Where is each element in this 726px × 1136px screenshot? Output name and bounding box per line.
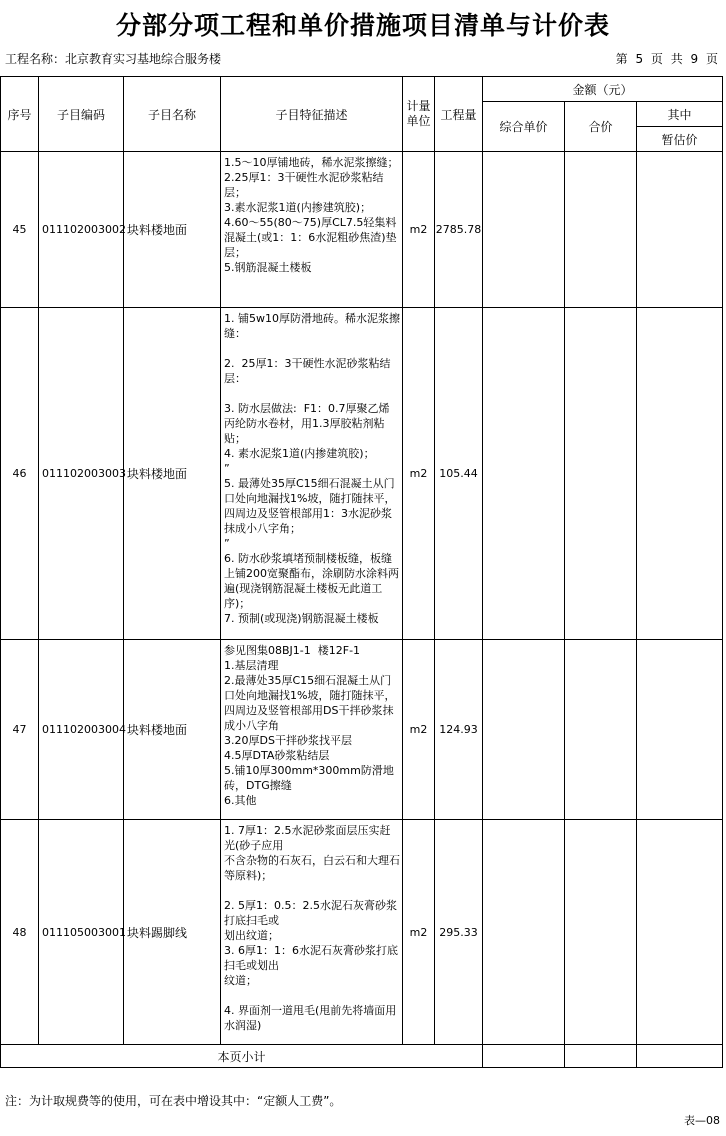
table-row	[1, 820, 723, 1045]
header-total: 合价	[565, 102, 637, 152]
header-code: 子目编码	[39, 77, 124, 152]
header-unit: 计量 单位	[403, 77, 435, 152]
row-name: 块料踢脚线	[124, 820, 221, 1045]
header-name: 子目名称	[124, 77, 221, 152]
header-qty: 工程量	[435, 77, 483, 152]
row-desc: 参见图集08BJ1-1 楼12F-1 1.基层清理 2.最薄处35厚C15细石混凝土从门口处向地漏找1%坡，随打随抹平，四周边及竖管根部用DS干拌砂浆抹成小八字角 3.20厚DS干拌砂浆找平层 4.5厚DTA砂浆粘结层 5.铺10厚300mm*300mm防滑地砖，DTG擦缝 6.其他	[221, 640, 403, 820]
row-code: 011102003002	[39, 152, 124, 308]
subtotal-estimate	[637, 1045, 723, 1068]
row-unit-price	[483, 640, 565, 820]
header-unit-price: 综合单价	[483, 102, 565, 152]
header-estimate: 暂估价	[637, 127, 723, 152]
row-desc: 1. 铺5w10厚防滑地砖。稀水泥浆擦缝： 2. 25厚1：3干硬性水泥砂浆粘结层： 3. 防水层做法: F1：0.7厚聚乙烯丙纶防水卷材，用1.3厚胶粘剂粘贴； 4. 素水泥浆1道(内掺建筑胶)； ” 5. 最薄处35厚C15细石混凝土从门口处向地漏找1%坡，随打随抹平，四周边及竖管根部用1：3水泥砂浆抹成小八字角； ” 6. 防水砂浆填堵预制楼板缝，板缝上铺200宽聚酯布，涂刷防水涂料两遍(现浇钢筋混凝土楼板无此道工序)； 7. 预制(或现浇)钢筋混凝土楼板	[221, 308, 403, 640]
row-code: 011102003004	[39, 640, 124, 820]
row-qty: 295.33	[435, 820, 483, 1045]
row-unit: m2	[403, 640, 435, 820]
page-title: 分部分项工程和单价措施项目清单与计价表	[115, 11, 610, 40]
row-seq: 46	[1, 308, 39, 640]
table-row	[1, 640, 723, 820]
row-unit-price	[483, 820, 565, 1045]
row-estimate	[637, 640, 723, 820]
row-seq: 47	[1, 640, 39, 820]
row-unit: m2	[403, 308, 435, 640]
row-qty: 105.44	[435, 308, 483, 640]
row-name: 块料楼地面	[124, 640, 221, 820]
row-total	[565, 640, 637, 820]
bill-table	[0, 76, 723, 1068]
row-seq: 45	[1, 152, 39, 308]
subtotal-row	[1, 1045, 723, 1068]
row-qty: 2785.78	[435, 152, 483, 308]
row-estimate	[637, 152, 723, 308]
header-desc: 子目特征描述	[221, 77, 403, 152]
row-unit-price	[483, 308, 565, 640]
header-seq: 序号	[1, 77, 39, 152]
row-unit: m2	[403, 152, 435, 308]
form-number: 表—08	[684, 1114, 720, 1127]
row-unit: m2	[403, 820, 435, 1045]
row-code: 011102003003	[39, 308, 124, 640]
row-seq: 48	[1, 820, 39, 1045]
row-total	[565, 308, 637, 640]
project-name: 工程名称：北京教育实习基地综合服务楼	[5, 52, 222, 66]
row-qty: 124.93	[435, 640, 483, 820]
row-unit-price	[483, 152, 565, 308]
subtotal-label: 本页小计	[1, 1045, 483, 1068]
row-name: 块料楼地面	[124, 308, 221, 640]
table-row	[1, 152, 723, 308]
row-estimate	[637, 820, 723, 1045]
row-code: 011105003001	[39, 820, 124, 1045]
row-desc: 1.5～10厚铺地砖，稀水泥浆擦缝； 2.25厚1：3干硬性水泥砂浆粘结层； 3.素水泥浆1道(内掺建筑胶)； 4.60～55(80～75)厚CL7.5轻集料混凝土(或1：1：6水泥粗砂焦渣)垫层； 5.钢筋混凝土楼板	[221, 152, 403, 308]
row-total	[565, 820, 637, 1045]
row-estimate	[637, 308, 723, 640]
header-amount: 金额（元）	[483, 77, 723, 102]
row-name: 块料楼地面	[124, 152, 221, 308]
subtotal-total	[565, 1045, 637, 1068]
header-of-which: 其中	[637, 102, 723, 127]
footnote: 注：为计取规费等的使用，可在表中增设其中：“定额人工费”。	[5, 1094, 342, 1108]
row-total	[565, 152, 637, 308]
subtotal-unit-price	[483, 1045, 565, 1068]
page-info: 第 5 页 共 9 页	[615, 52, 718, 66]
table-row	[1, 308, 723, 640]
row-desc: 1. 7厚1：2.5水泥砂浆面层压实赶光(砂子应用 不含杂物的石灰石，白云石和大理石等原料)； 2. 5厚1：0.5：2.5水泥石灰膏砂浆打底扫毛或 划出纹道； 3. 6厚1：1：6水泥石灰膏砂浆打底扫毛或划出 纹道； 4. 界面剂一道甩毛(甩前先将墙面用水润湿)	[221, 820, 403, 1045]
